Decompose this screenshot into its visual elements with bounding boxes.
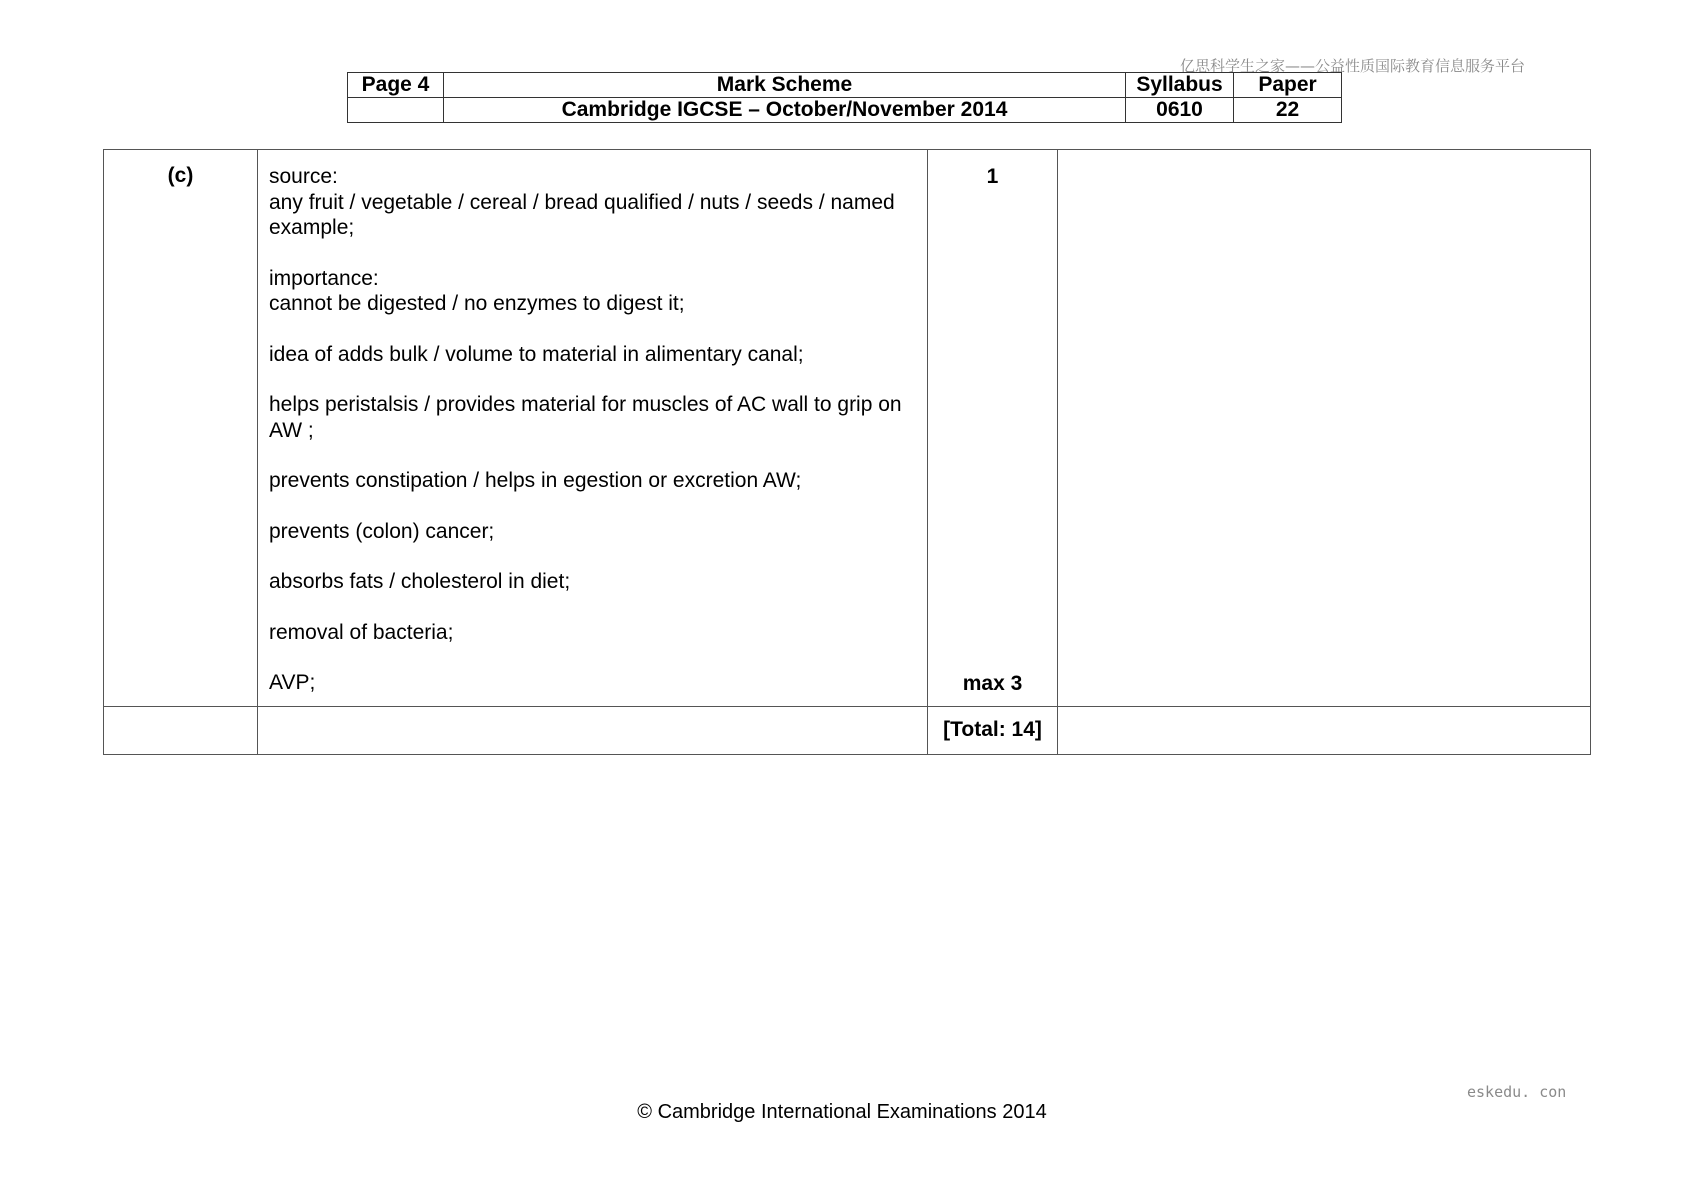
copyright-footer: © Cambridge International Examinations 2014 [637,1101,1047,1123]
answer-point-importance [269,266,917,317]
header-row-2 [348,98,1342,123]
mark-scheme-header-table [347,72,1342,123]
answer-point [269,468,917,494]
paper-label-cell: Paper [1234,73,1342,98]
total-marks: [Total: 14] [928,706,1058,754]
answer-text: helps peristalsis / provides material for muscles of AC wall to grip on AW ; [269,393,902,442]
answer-text: prevents (colon) cancer; [269,519,495,543]
answer-text: source: any fruit / vegetable / cereal / bread qualified / nuts / seeds / named example; [269,165,895,239]
exam-session-cell: Cambridge IGCSE – October/November 2014 [444,98,1126,123]
page-number-cell: Page 4 [348,73,444,98]
syllabus-code-cell: 0610 [1126,98,1234,123]
question-part-label: (c) [104,150,258,707]
answer-point [269,620,917,646]
guidance-cell [1058,150,1591,707]
total-row-blank-3 [1058,706,1591,754]
answer-text: prevents constipation / helps in egestion or excretion AW; [269,469,802,492]
watermark-top-text: 亿思科学生之家——公益性质国际教育信息服务平台 [1180,57,1526,75]
answer-text: removal of bacteria; [269,620,454,644]
marks-cell [928,150,1058,707]
page-blank-cell [348,98,444,123]
marks-max-value: max 3 [962,671,1023,695]
syllabus-label-cell: Syllabus [1126,73,1234,98]
answer-text: AVP; [269,671,316,694]
question-row [104,150,1591,707]
answer-text: idea of adds bulk / volume to material in alimentary canal; [269,342,804,366]
answer-point-avp [269,670,917,696]
header-row-1 [348,73,1342,98]
answer-text: importance: cannot be digested / no enzymes to digest it; [269,266,685,315]
marks-source-value: 1 [986,165,999,188]
total-row-blank-2 [258,706,928,754]
answer-point [269,392,917,443]
answer-point-source [269,164,917,241]
answer-point [269,342,917,368]
answer-point [269,569,917,595]
mark-scheme-table [103,149,1591,755]
total-row [104,706,1591,754]
paper-number-cell: 22 [1234,98,1342,123]
answer-cell [258,150,928,707]
watermark-bottom-text: eskedu. con [1467,1083,1567,1101]
document-title-cell: Mark Scheme [444,73,1126,98]
total-row-blank-1 [104,706,258,754]
answer-point [269,519,917,545]
answer-text: absorbs fats / cholesterol in diet; [269,570,571,593]
